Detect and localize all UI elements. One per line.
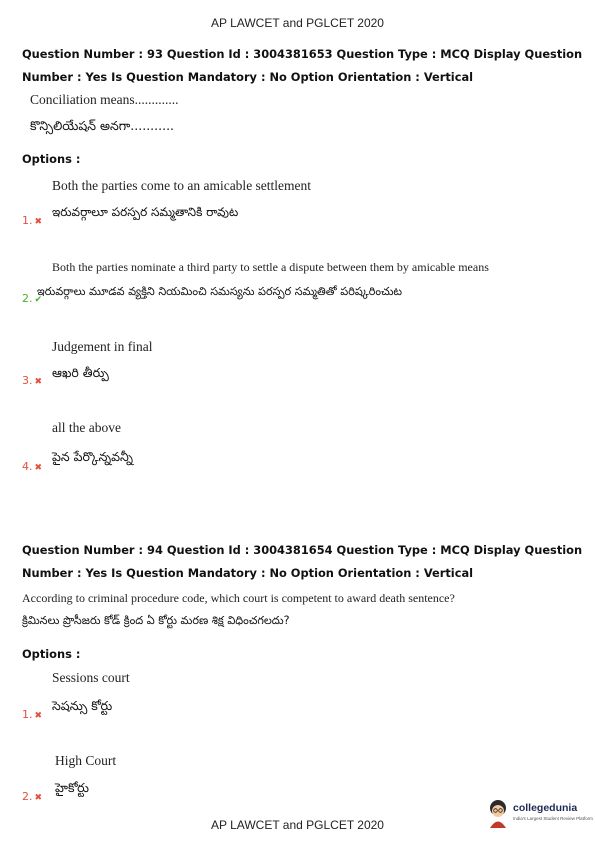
q93-option-2-te: ఇరువర్గాలు మూడవ వ్యక్తిని నియమించి సమస్యను పరస్పర సమ్మతితో పరిష్కరించుట [37,285,403,298]
q93-option-4-te: పైన పేర్కొన్నవన్నీ [52,449,134,464]
q93-option-4-en: all the above [52,420,121,435]
cross-icon: ✖ [34,711,43,721]
q93-option-1-number: 1. ✖ [22,214,43,227]
q94-option-2-te: హైకోర్టు [55,780,89,795]
question-93-meta-line1: Question Number : 93 Question Id : 3004381653 Question Type : MCQ Display Question [22,47,583,61]
q93-option-3-en: Judgement in final [52,339,153,354]
page-header: AP LAWCET and PGLCET 2020 [211,16,384,30]
page-footer: AP LAWCET and PGLCET 2020 [211,818,384,832]
q93-option-1-te: ఇరువర్గాలూ పరస్పర సమ్మతానికి రావుట [52,205,239,219]
q93-option-3-number: 3. ✖ [22,374,43,387]
question-94-meta-line2: Number : Yes Is Question Mandatory : No Option Orientation : Vertical [22,566,474,580]
collegedunia-logo [485,798,593,828]
cross-icon: ✖ [34,463,43,473]
q94-option-1-en: Sessions court [52,670,130,685]
logo-tagline: India's Largest Student Review Platform [513,816,593,821]
check-icon: ✔ [34,295,43,305]
q93-option-2-number: 2. ✔ [22,292,43,305]
question-93-text-te: కొన్సిలియేషన్ అనగా........... [30,118,175,133]
cross-icon: ✖ [34,217,43,227]
q93-option-2-en: Both the parties nominate a third party to settle a dispute between them by amicable means [52,260,489,274]
q93-option-3-te: ఆఖరి తీర్పు [52,365,109,380]
q94-option-1-te: సెషన్సు కోర్టు [52,698,113,713]
q94-option-1-number: 1. ✖ [22,708,43,721]
logo-wordmark: collegedunia [513,802,578,814]
q94-option-2-en: High Court [55,753,117,768]
question-94-text-te: క్రిమినలు ప్రొసీజరు కోడ్ క్రింద ఏ కోర్టు మరణ శిక్ష విధించగలదు? [22,614,290,627]
question-93-text-en: Conciliation means............. [30,92,179,107]
mascot-icon [485,798,511,828]
question-94-text-en: According to criminal procedure code, which court is competent to award death sentence? [22,591,455,605]
question-94-meta-line1: Question Number : 94 Question Id : 3004381654 Question Type : MCQ Display Question [22,543,583,557]
question-94-options-label: Options : [22,647,81,661]
q94-option-2-number: 2. ✖ [22,790,43,803]
cross-icon: ✖ [34,377,43,387]
question-93-meta-line2: Number : Yes Is Question Mandatory : No Option Orientation : Vertical [22,70,474,84]
cross-icon: ✖ [34,793,43,803]
q93-option-1-en: Both the parties come to an amicable settlement [52,178,312,193]
q93-option-4-number: 4. ✖ [22,460,43,473]
question-93-options-label: Options : [22,152,81,166]
